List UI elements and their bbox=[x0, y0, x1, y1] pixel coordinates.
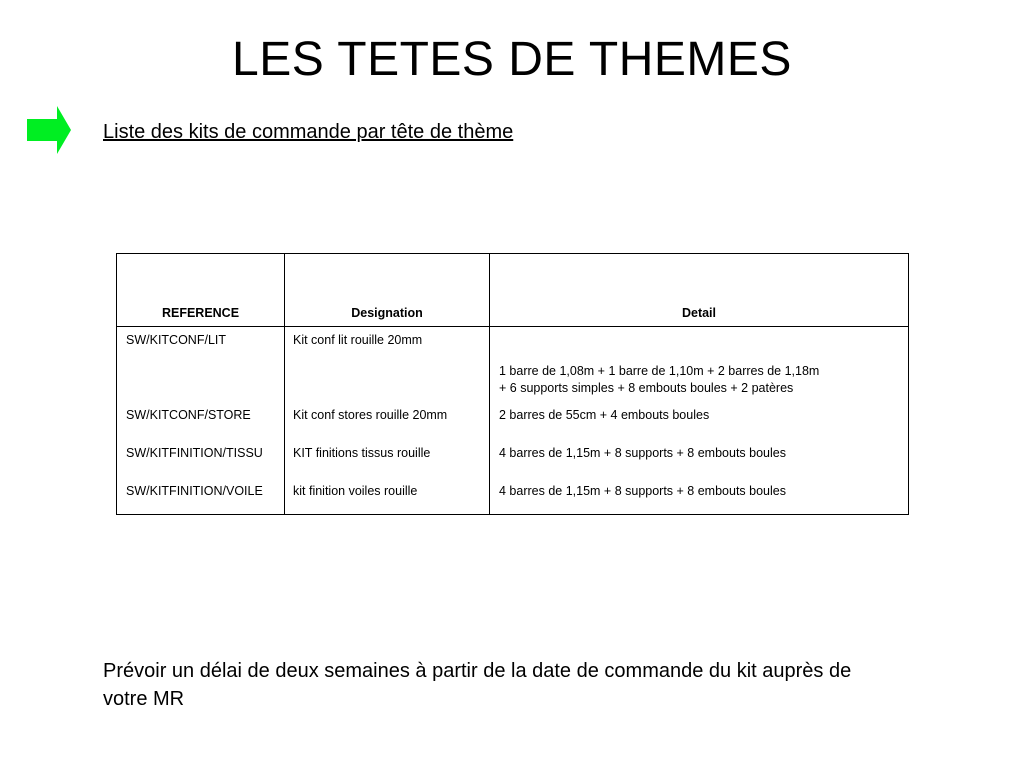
detail-cell: 2 barres de 55cm + 4 embouts boules bbox=[499, 408, 710, 422]
reference-cell: SW/KITFINITION/TISSU bbox=[126, 446, 263, 460]
reference-column bbox=[117, 327, 285, 514]
reference-cell: SW/KITCONF/LIT bbox=[126, 333, 226, 347]
detail-cell: + 6 supports simples + 8 embouts boules + 2 patères bbox=[499, 381, 794, 395]
header-designation: Designation bbox=[285, 254, 490, 326]
table-header-row bbox=[117, 254, 908, 327]
detail-cell: 1 barre de 1,08m + 1 barre de 1,10m + 2 barres de 1,18m bbox=[499, 364, 820, 378]
detail-cell: 4 barres de 1,15m + 8 supports + 8 embouts boules bbox=[499, 484, 786, 498]
kits-table bbox=[116, 253, 909, 515]
slide-title: LES TETES DE THEMES bbox=[232, 33, 792, 86]
delay-note: Prévoir un délai de deux semaines à partir de la date de commande du kit auprès de votre MR bbox=[103, 660, 852, 710]
designation-cell: kit finition voiles rouille bbox=[293, 484, 418, 498]
detail-cell: 4 barres de 1,15m + 8 supports + 8 embouts boules bbox=[499, 446, 786, 460]
header-detail: Detail bbox=[681, 306, 717, 320]
slide-subtitle: Liste des kits de commande par tête de thème bbox=[103, 121, 514, 143]
designation-column bbox=[285, 327, 490, 514]
designation-cell: Kit conf stores rouille 20mm bbox=[293, 408, 448, 422]
designation-cell: KIT finitions tissus rouille bbox=[293, 446, 431, 460]
reference-cell: SW/KITCONF/STORE bbox=[126, 408, 251, 422]
detail-column bbox=[490, 327, 908, 514]
right-arrow-icon bbox=[27, 106, 71, 154]
table-body bbox=[117, 327, 908, 514]
reference-cell: SW/KITFINITION/VOILE bbox=[126, 484, 263, 498]
designation-cell: Kit conf lit rouille 20mm bbox=[293, 333, 423, 347]
header-reference: REFERENCE bbox=[117, 254, 285, 326]
